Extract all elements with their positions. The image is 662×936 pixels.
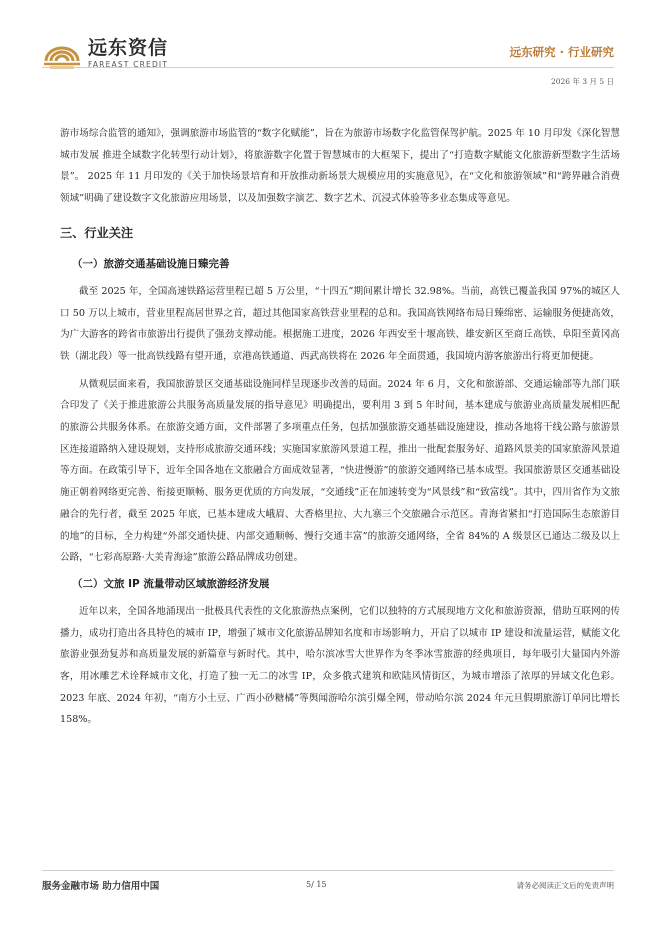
report-date: 2026 年 3 月 5 日 (550, 77, 614, 86)
footer-slogan: 服务金融市场 助力信用中国 (42, 881, 160, 892)
header-divider (42, 67, 614, 68)
logo-name-en: FAREAST CREDIT (88, 60, 169, 69)
page-header (0, 0, 662, 100)
page-number: 5/ 15 (306, 880, 327, 889)
subsection-title-ip-traffic: （二）文旅 IP 流量带动区域旅游经济发展 (72, 577, 270, 590)
intro-paragraph: 游市场综合监管的通知》，强调旅游市场监管的“数字化赋能”，旨在为旅游市场数字化监管保驾护航。2025 年 10 月印发《深化智慧城市发展 推进全域数字化转型行动计划》，将旅游数字化置于智慧城市的大框架下，提出了“打造数字赋能文化旅游新型数字生活场景”。 2025 年 11 月印发的《关于加快场景培育和开放推动新场景大规模应用的实施意见》，在“文化和旅游领域”和“跨界融合消费领域”明确了建设数字文化旅游应用场景，以及加强数字演艺、数字艺术、沉浸式体验等多业态集成等意见。 (60, 128, 620, 205)
company-logo (42, 38, 168, 69)
paragraph-highspeed-rail: 截至 2025 年，全国高速铁路运营里程已超 5 万公里，“十四五”期间累计增长 32.98%。当前，高铁已覆盖我国 97%的城区人口 50 万以上城市，营业里程高居世界之首，超过其他国家高铁营业里程的总和。我国高铁网络布局日臻绵密、运输服务便捷高效，为广大游客的跨省市旅游出行提供了强劲支撑动能。根据施工进度，2026 年西安至十堰高铁、雄安新区至商丘高铁、阜阳至黄冈高铁（湖北段）等一批高铁线路有望开通，京港高铁通道、西武高铁将在 2026 年全面贯通，我国境内游客旅游出行将更加便捷。 (60, 285, 620, 362)
logo-name-cn: 远东资信 (88, 37, 169, 59)
paragraph-scenic-transport: 从微观层面来看，我国旅游景区交通基础设施同样呈现逐步改善的局面。2024 年 6 月，文化和旅游部、交通运输部等九部门联合印发了《关于推进旅游公共服务高质量发展的指导意见》明确提出，要利用 3 到 5 年时间，基本建成与旅游业高质量发展相匹配的旅游公共服务体系。在旅游交通方面，文件部署了多项重点任务，包括加强旅游交通基础设施建设，推动各地将干线公路与旅游景区连接道路纳入建设规划，支持形成旅游交通环线；实施国家旅游风景道工程，推出一批配套服务好、道路风景美的国家旅游风景道等方面。在政策引导下，近年全国各地在文旅融合方面成效显著，“快进慢游”的旅游交通网络已基本成型。我国旅游景区交通基础设施正朝着网络更完善、衔接更顺畅、服务更优质的方向发展，“交通线”正在加速转变为“风景线”和“致富线”。其中，四川省作为文旅融合的先行者，截至 2025 年底，已基本建成大峨眉、大香格里拉、大九寨三个交旅融合示范区。青海省紧扣“打造国际生态旅游目的地”的目标，全力构建“外部交通快捷、内部交通顺畅、慢行交通丰富”的旅游交通网络，全省 84%的 A 级景区已通达二级及以上公路，“七彩高原路·大美青海途”旅游公路品牌成功创建。 (60, 378, 620, 564)
subsection-title-transport: （一）旅游交通基础设施日臻完善 (72, 257, 230, 270)
section-title-industry-focus: 三、行业关注 (60, 225, 134, 240)
report-section-label: 远东研究 · 行业研究 (509, 45, 614, 59)
footer-disclaimer: 请务必阅读正文后的免责声明 (516, 881, 614, 890)
fareast-logo-icon (42, 39, 82, 69)
footer-divider (42, 870, 614, 871)
paragraph-city-ip: 近年以来，全国各地涌现出一批极具代表性的文化旅游热点案例，它们以独特的方式展现地方文化和旅游资源，借助互联网的传播力，成功打造出各具特色的城市 IP，增强了城市文化旅游品牌知名度和市场影响力，开启了以城市 IP 建设和流量运营，赋能文化旅游业强劲复苏和高质量发展的新篇章与新时代。其中，哈尔滨冰雪大世界作为冬季冰雪旅游的经典项目，每年吸引大量国内外游客，用冰雕艺术诠释城市文化，打造了独一无二的冰雪 IP，众多俄式建筑和欧陆风情街区，为城市增添了浓厚的异域文化色彩。2023 年底、2024 年初，“南方小土豆、广西小砂糖橘”等舆闻游哈尔滨引爆全网，带动哈尔滨 2024 年元旦假期旅游订单同比增长 158%。 (60, 605, 620, 726)
main-content (60, 123, 620, 731)
